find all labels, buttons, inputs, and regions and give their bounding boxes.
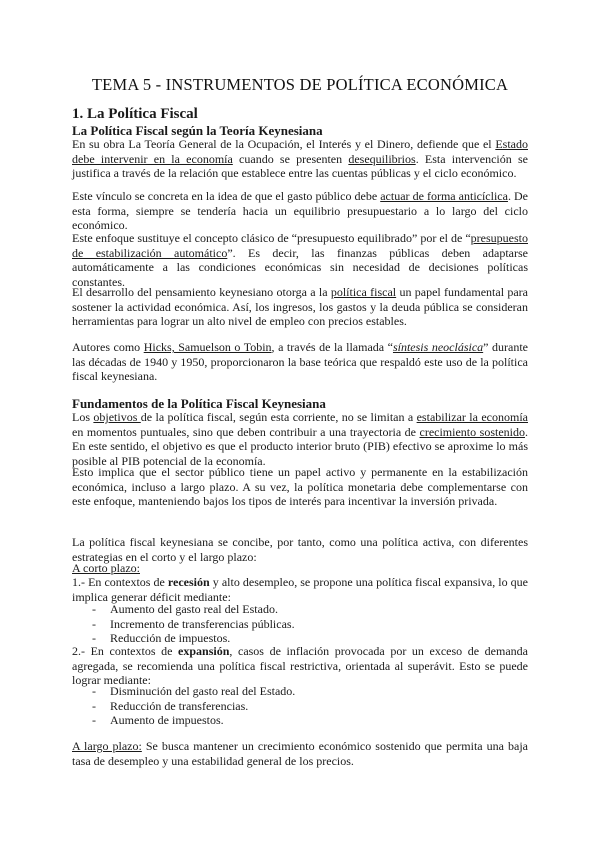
underlined-term: objetivos (93, 410, 141, 424)
bold-term: recesión (167, 575, 210, 589)
underlined-term: desequilibrios (348, 151, 416, 166)
paragraph-long-term: A largo plazo: Se busca mantener un crecimiento económico sostenido que permita una baja tasa de desempleo y una estabilidad general de los precios. (72, 739, 529, 768)
list-item: - Aumento de impuestos. (72, 713, 528, 728)
list-item: - Reducción de transferencias. (72, 699, 528, 714)
underlined-term: crecimiento sostenido (419, 424, 525, 439)
subheading-fundamentals: Fundamentos de la Política Fiscal Keynesiana (72, 396, 326, 411)
paragraph-public-sector-role: Esto implica que el sector público tiene un papel activo y permanente en la estabilización económica, incluso a largo plazo. A su vez, la política monetaria debe complementarse con este enfoque, manteniendo bajos los tipos de interés para incentivar la inversión privada. (72, 465, 528, 508)
section-heading: 1. La Política Fiscal (72, 106, 198, 122)
list-item: - Disminución del gasto real del Estado. (72, 684, 528, 699)
paragraph-neoclassical-synthesis: Autores como Hicks, Samuelson o Tobin, a través de la llamada “síntesis neoclásica” durante las décadas de 1940 y 1950, proporcionaron la base teórica que respaldó este uso de la política fiscal keynesiana. (72, 340, 528, 383)
paragraph-fiscal-policy-role: El desarrollo del pensamiento keynesiano otorga a la política fiscal un papel fundamental para sostener la actividad económica. Así, los ingresos, los gastos y la deuda pública se consideran herramientas para lograr un alto nivel de empleo con precios estables. (72, 285, 528, 328)
list-item: - Aumento del gasto real del Estado. (72, 602, 528, 617)
list-item: - Reducción de impuestos. (72, 631, 528, 646)
underlined-term: actuar de forma anticíclica (380, 189, 508, 203)
list-expansive-measures (72, 602, 528, 646)
underlined-term: síntesis neoclásica (392, 340, 484, 354)
paragraph-objectives: Los objetivos de la política fiscal, según esta corriente, no se limitan a estabilizar la economía en momentos puntuales, sino que deben contribuir a una trayectoria de crecimiento sostenido. En este sentido, el objetivo es que el producto interior bruto (PIB) efectivo se aproxime lo más posible al PIB potencial de la economía. (72, 410, 528, 468)
paragraph-recession: 1.- En contextos de recesión y alto desempleo, se propone una política fiscal expansiva, lo que implica generar déficit mediante: (72, 575, 528, 604)
long-term-label: A largo plazo: (72, 739, 142, 753)
underlined-term: presupuesto de estabilización automático (72, 231, 528, 260)
underlined-term: política fiscal (330, 285, 397, 299)
page-title: TEMA 5 - INSTRUMENTOS DE POLÍTICA ECONÓMICA (91, 75, 509, 94)
subheading-keynesian-theory: La Política Fiscal según la Teoría Keynesiana (72, 123, 323, 138)
paragraph-stabilization-budget: Este enfoque sustituye el concepto clásico de “presupuesto equilibrado” por el de “presupuesto de estabilización automático”. Es decir, las finanzas públicas deben adaptarse automáticamente a las condiciones económicas sin necesidad de decisiones políticas constantes. (72, 231, 528, 289)
bold-term: expansión (178, 644, 230, 658)
underlined-term: estabilizar la economía (416, 410, 528, 424)
short-term-label: A corto plazo: (72, 561, 140, 575)
paragraph-anticyclical: Este vínculo se concreta en la idea de que el gasto público debe actuar de forma anticíclica. De esta forma, siempre se tendería hacia un equilibrio presupuestario a lo largo del ciclo económico. (72, 189, 529, 232)
list-item: - Incremento de transferencias públicas. (72, 617, 528, 632)
list-restrictive-measures (72, 684, 528, 728)
paragraph-active-policy: La política fiscal keynesiana se concibe, por tanto, como una política activa, con diferentes estrategias en el corto y el largo plazo: (72, 535, 528, 564)
paragraph-keynes-intervention: En su obra La Teoría General de la Ocupación, el Interés y el Dinero, defiende que el Estado debe intervenir en la economía cuando se presenten desequilibrios. Esta intervención se justifica a través de la relación que establece entre las cuentas públicas y el ciclo económico. (72, 137, 528, 180)
underlined-term: Hicks, Samuelson o Tobin (143, 340, 272, 354)
paragraph-expansion: 2.- En contextos de expansión, casos de inflación provocada por un exceso de demanda agregada, se recomienda una política fiscal restrictiva, orientada al superávit. Esto se puede lograr mediante: (72, 644, 528, 687)
underlined-term: Estado debe intervenir en la economía (72, 137, 528, 166)
